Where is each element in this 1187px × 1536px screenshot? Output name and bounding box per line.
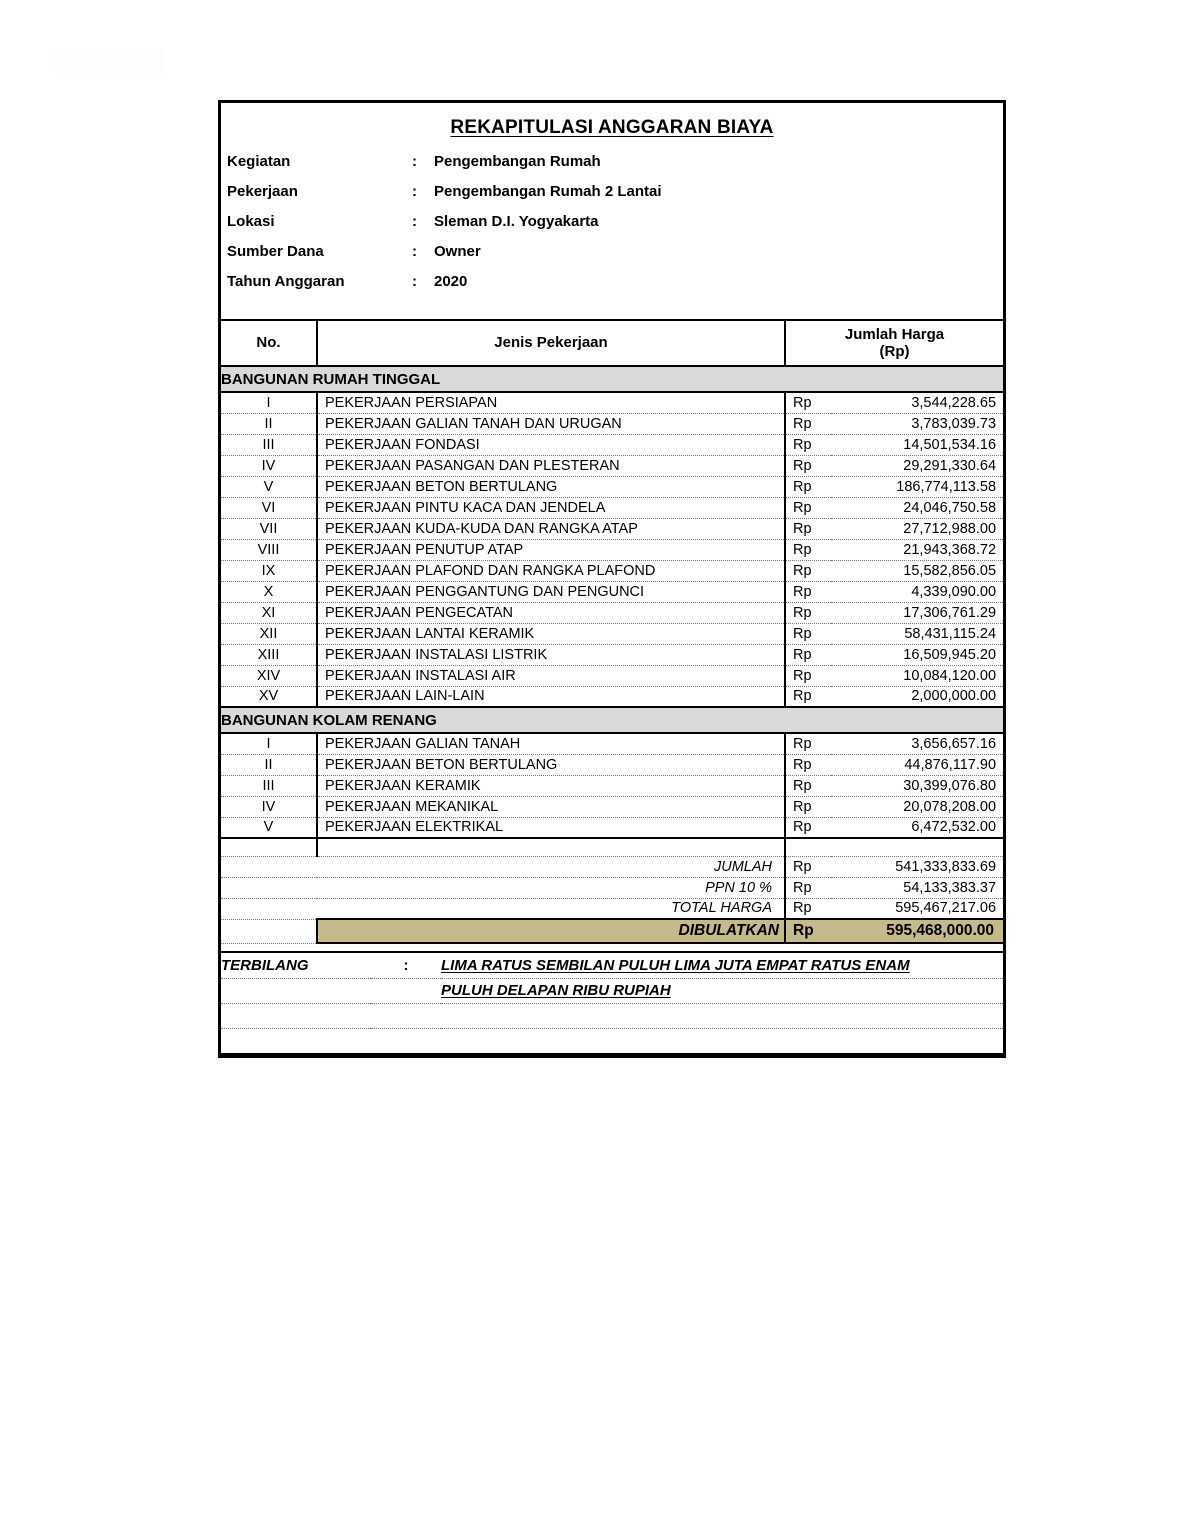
meta-value-pekerjaan: Pengembangan Rumah 2 Lantai bbox=[434, 183, 662, 200]
cell-rp: Rp bbox=[785, 644, 831, 665]
terbilang-text-line1: LIMA RATUS SEMBILAN PULUH LIMA JUTA EMPAT RATUS ENAM bbox=[441, 953, 1003, 978]
cell-no: III bbox=[221, 434, 317, 455]
meta-label-lokasi: Lokasi bbox=[227, 213, 275, 230]
meta-colon-lokasi: : bbox=[412, 213, 417, 230]
meta-colon-kegiatan: : bbox=[412, 153, 417, 170]
column-header-jumlah-harga-line2: (Rp) bbox=[879, 343, 910, 360]
terbilang-row-1 bbox=[221, 953, 1003, 978]
cell-jenis: PEKERJAAN PLAFOND DAN RANGKA PLAFOND bbox=[317, 560, 785, 581]
cell-jenis: PEKERJAAN LANTAI KERAMIK bbox=[317, 623, 785, 644]
cell-amount: 15,582,856.05 bbox=[831, 560, 1003, 581]
table-row bbox=[221, 754, 1003, 775]
meta-row-lokasi bbox=[227, 213, 1003, 243]
table-row bbox=[221, 796, 1003, 817]
cell-no: V bbox=[221, 817, 317, 838]
cell-amount: 21,943,368.72 bbox=[831, 539, 1003, 560]
table-row bbox=[221, 686, 1003, 707]
cell-jenis: PEKERJAAN INSTALASI LISTRIK bbox=[317, 644, 785, 665]
cell-jenis: PEKERJAAN GALIAN TANAH bbox=[317, 733, 785, 754]
cell-rp: Rp bbox=[785, 581, 831, 602]
terbilang-colon: : bbox=[371, 953, 441, 978]
cell-amount: 17,306,761.29 bbox=[831, 602, 1003, 623]
meta-value-kegiatan: Pengembangan Rumah bbox=[434, 153, 601, 170]
cell-rp: Rp bbox=[785, 686, 831, 707]
cell-jenis: PEKERJAAN PINTU KACA DAN JENDELA bbox=[317, 497, 785, 518]
cell-rp: Rp bbox=[785, 796, 831, 817]
summary-label: PPN 10 % bbox=[317, 877, 785, 898]
table-row bbox=[221, 434, 1003, 455]
cell-no: XII bbox=[221, 623, 317, 644]
summary-spacer bbox=[221, 856, 317, 877]
cell-jenis: PEKERJAAN PASANGAN DAN PLESTERAN bbox=[317, 455, 785, 476]
cell-amount: 29,291,330.64 bbox=[831, 455, 1003, 476]
summary-label: TOTAL HARGA bbox=[317, 898, 785, 919]
cell-no: XV bbox=[221, 686, 317, 707]
summary-row bbox=[221, 856, 1003, 877]
summary-currency: Rp bbox=[785, 856, 831, 877]
table-row bbox=[221, 644, 1003, 665]
cell-no: IV bbox=[221, 455, 317, 476]
terbilang-empty-c1 bbox=[441, 1003, 1003, 1028]
terbilang-empty-a2 bbox=[221, 1028, 371, 1053]
meta-row-kegiatan bbox=[227, 153, 1003, 183]
meta-row-pekerjaan bbox=[227, 183, 1003, 213]
column-header-no: No. bbox=[221, 320, 317, 366]
terbilang-text-line2: PULUH DELAPAN RIBU RUPIAH bbox=[441, 978, 1003, 1003]
summary-row bbox=[221, 898, 1003, 919]
budget-table bbox=[221, 319, 1003, 944]
spacer-cell bbox=[831, 838, 1003, 856]
cell-rp: Rp bbox=[785, 476, 831, 497]
terbilang-label: TERBILANG bbox=[221, 953, 371, 978]
cell-amount: 30,399,076.80 bbox=[831, 775, 1003, 796]
meta-row-tahun-anggaran bbox=[227, 273, 1003, 303]
cell-jenis: PEKERJAAN ELEKTRIKAL bbox=[317, 817, 785, 838]
terbilang-spacer-b bbox=[371, 978, 441, 1003]
meta-colon-sumber-dana: : bbox=[412, 243, 417, 260]
section-header-row bbox=[221, 707, 1003, 733]
meta-label-sumber-dana: Sumber Dana bbox=[227, 243, 324, 260]
table-row bbox=[221, 539, 1003, 560]
table-row bbox=[221, 497, 1003, 518]
cell-jenis: PEKERJAAN BETON BERTULANG bbox=[317, 476, 785, 497]
cell-jenis: PEKERJAAN PENGECATAN bbox=[317, 602, 785, 623]
rounded-total-row bbox=[221, 919, 1003, 943]
terbilang-empty-a1 bbox=[221, 1003, 371, 1028]
terbilang-empty-b2 bbox=[371, 1028, 441, 1053]
document-title: REKAPITULASI ANGGARAN BIAYA bbox=[450, 117, 774, 138]
terbilang-empty-b1 bbox=[371, 1003, 441, 1028]
summary-currency: Rp bbox=[785, 898, 831, 919]
meta-colon-pekerjaan: : bbox=[412, 183, 417, 200]
cell-amount: 6,472,532.00 bbox=[831, 817, 1003, 838]
cell-no: X bbox=[221, 581, 317, 602]
table-row bbox=[221, 392, 1003, 413]
cell-jenis: PEKERJAAN MEKANIKAL bbox=[317, 796, 785, 817]
summary-row bbox=[221, 877, 1003, 898]
summary-amount: 54,133,383.37 bbox=[831, 877, 1003, 898]
meta-colon-tahun-anggaran: : bbox=[412, 273, 417, 290]
terbilang-box bbox=[221, 951, 1003, 1055]
summary-amount: 595,467,217.06 bbox=[831, 898, 1003, 919]
cell-no: II bbox=[221, 754, 317, 775]
table-row bbox=[221, 518, 1003, 539]
cell-rp: Rp bbox=[785, 623, 831, 644]
cell-no: II bbox=[221, 413, 317, 434]
table-row bbox=[221, 560, 1003, 581]
cell-rp: Rp bbox=[785, 392, 831, 413]
summary-label: JUMLAH bbox=[317, 856, 785, 877]
meta-value-sumber-dana: Owner bbox=[434, 243, 481, 260]
rounded-spacer bbox=[221, 919, 317, 943]
cell-rp: Rp bbox=[785, 413, 831, 434]
rounded-total-label: DIBULATKAN bbox=[317, 919, 785, 943]
section-header-label: BANGUNAN KOLAM RENANG bbox=[221, 707, 1003, 733]
cell-amount: 24,046,750.58 bbox=[831, 497, 1003, 518]
cell-amount: 2,000,000.00 bbox=[831, 686, 1003, 707]
cell-amount: 10,084,120.00 bbox=[831, 665, 1003, 686]
cell-rp: Rp bbox=[785, 518, 831, 539]
spacer-cell bbox=[317, 838, 785, 856]
cell-rp: Rp bbox=[785, 817, 831, 838]
cell-jenis: PEKERJAAN PENGGANTUNG DAN PENGUNCI bbox=[317, 581, 785, 602]
table-row bbox=[221, 602, 1003, 623]
cell-no: V bbox=[221, 476, 317, 497]
table-row bbox=[221, 476, 1003, 497]
table-row bbox=[221, 413, 1003, 434]
table-row bbox=[221, 455, 1003, 476]
cell-no: XIV bbox=[221, 665, 317, 686]
cell-amount: 44,876,117.90 bbox=[831, 754, 1003, 775]
cell-jenis: PEKERJAAN FONDASI bbox=[317, 434, 785, 455]
terbilang-row-2 bbox=[221, 978, 1003, 1003]
cell-rp: Rp bbox=[785, 602, 831, 623]
cell-jenis: PEKERJAAN LAIN-LAIN bbox=[317, 686, 785, 707]
meta-row-sumber-dana bbox=[227, 243, 1003, 273]
terbilang-empty-row-2 bbox=[221, 1028, 1003, 1053]
column-header-jumlah-harga bbox=[785, 320, 1003, 366]
cell-amount: 3,544,228.65 bbox=[831, 392, 1003, 413]
budget-recap-sheet bbox=[218, 100, 1006, 1058]
cell-amount: 3,656,657.16 bbox=[831, 733, 1003, 754]
cell-rp: Rp bbox=[785, 497, 831, 518]
meta-value-lokasi: Sleman D.I. Yogyakarta bbox=[434, 213, 599, 230]
cell-no: VI bbox=[221, 497, 317, 518]
table-row bbox=[221, 623, 1003, 644]
cell-rp: Rp bbox=[785, 560, 831, 581]
terbilang-table bbox=[221, 953, 1003, 1053]
cell-rp: Rp bbox=[785, 455, 831, 476]
summary-spacer bbox=[221, 877, 317, 898]
cell-no: III bbox=[221, 775, 317, 796]
cell-no: IX bbox=[221, 560, 317, 581]
cell-jenis: PEKERJAAN BETON BERTULANG bbox=[317, 754, 785, 775]
meta-label-kegiatan: Kegiatan bbox=[227, 153, 291, 170]
cell-rp: Rp bbox=[785, 539, 831, 560]
table-row bbox=[221, 665, 1003, 686]
project-info-block bbox=[221, 151, 1003, 319]
table-header-row bbox=[221, 320, 1003, 366]
cell-jenis: PEKERJAAN KERAMIK bbox=[317, 775, 785, 796]
cell-amount: 58,431,115.24 bbox=[831, 623, 1003, 644]
table-row bbox=[221, 817, 1003, 838]
cell-rp: Rp bbox=[785, 775, 831, 796]
cell-jenis: PEKERJAAN GALIAN TANAH DAN URUGAN bbox=[317, 413, 785, 434]
cell-no: IV bbox=[221, 796, 317, 817]
cell-amount: 4,339,090.00 bbox=[831, 581, 1003, 602]
cell-amount: 186,774,113.58 bbox=[831, 476, 1003, 497]
cell-rp: Rp bbox=[785, 733, 831, 754]
cell-amount: 20,078,208.00 bbox=[831, 796, 1003, 817]
cell-no: VIII bbox=[221, 539, 317, 560]
terbilang-spacer-a bbox=[221, 978, 371, 1003]
column-header-jenis-pekerjaan: Jenis Pekerjaan bbox=[317, 320, 785, 366]
cell-no: I bbox=[221, 733, 317, 754]
cell-amount: 3,783,039.73 bbox=[831, 413, 1003, 434]
summary-spacer bbox=[221, 898, 317, 919]
cell-no: I bbox=[221, 392, 317, 413]
cell-rp: Rp bbox=[785, 754, 831, 775]
cell-rp: Rp bbox=[785, 434, 831, 455]
rounded-total-amount: 595,468,000.00 bbox=[831, 919, 1003, 943]
summary-amount: 541,333,833.69 bbox=[831, 856, 1003, 877]
terbilang-empty-row-1 bbox=[221, 1003, 1003, 1028]
terbilang-empty-c2 bbox=[441, 1028, 1003, 1053]
page-watermark bbox=[55, 48, 165, 76]
table-row bbox=[221, 733, 1003, 754]
section-header-label: BANGUNAN RUMAH TINGGAL bbox=[221, 366, 1003, 392]
document-title-row bbox=[221, 103, 1003, 151]
cell-rp: Rp bbox=[785, 665, 831, 686]
meta-label-tahun-anggaran: Tahun Anggaran bbox=[227, 273, 345, 290]
spacer-cell bbox=[221, 838, 317, 856]
cell-jenis: PEKERJAAN PENUTUP ATAP bbox=[317, 539, 785, 560]
cell-jenis: PEKERJAAN KUDA-KUDA DAN RANGKA ATAP bbox=[317, 518, 785, 539]
meta-value-tahun-anggaran: 2020 bbox=[434, 273, 468, 290]
cell-jenis: PEKERJAAN PERSIAPAN bbox=[317, 392, 785, 413]
column-header-jumlah-harga-line1: Jumlah Harga bbox=[844, 325, 945, 343]
summary-currency: Rp bbox=[785, 877, 831, 898]
cell-no: XIII bbox=[221, 644, 317, 665]
spacer-row bbox=[221, 838, 1003, 856]
cell-no: VII bbox=[221, 518, 317, 539]
cell-amount: 16,509,945.20 bbox=[831, 644, 1003, 665]
rounded-total-currency: Rp bbox=[785, 919, 831, 943]
cell-amount: 27,712,988.00 bbox=[831, 518, 1003, 539]
spacer-cell bbox=[785, 838, 831, 856]
table-row bbox=[221, 581, 1003, 602]
cell-amount: 14,501,534.16 bbox=[831, 434, 1003, 455]
meta-label-pekerjaan: Pekerjaan bbox=[227, 183, 298, 200]
cell-jenis: PEKERJAAN INSTALASI AIR bbox=[317, 665, 785, 686]
section-header-row bbox=[221, 366, 1003, 392]
table-row bbox=[221, 775, 1003, 796]
cell-no: XI bbox=[221, 602, 317, 623]
